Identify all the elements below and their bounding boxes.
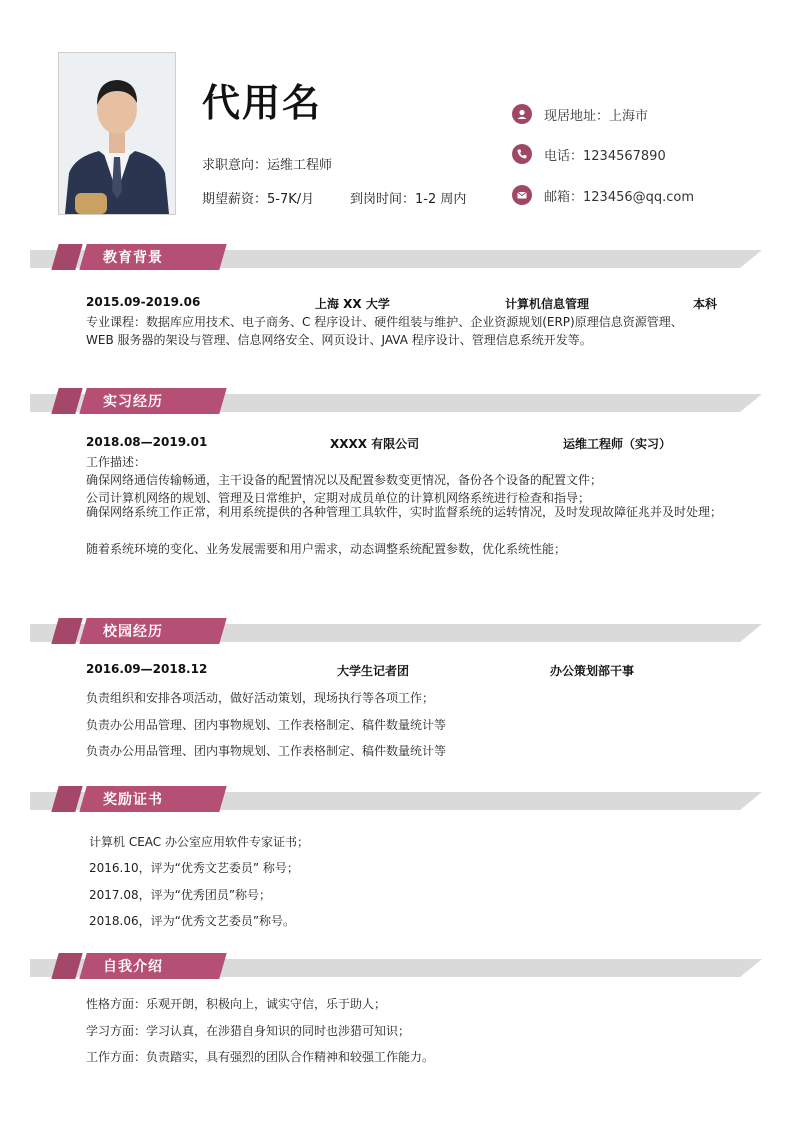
person-portrait-icon [59, 53, 175, 214]
education-major: 计算机信息管理 [505, 297, 590, 311]
campus-line: 负责组织和安排各项活动，做好活动策划，现场执行等各项工作； [86, 691, 435, 705]
award-line: 2018.06，评为“优秀文艺委员”称号。 [89, 914, 296, 928]
education-degree: 本科 [693, 297, 718, 311]
education-courses-line: 专业课程：数据库应用技术、电子商务、C 程序设计、硬件组装与维护、企业资源规划(ERP)原理信息资源管理、 [86, 315, 683, 329]
address-text: 现居地址：上海市 [544, 108, 649, 124]
internship-role: 运维工程师（实习） [563, 437, 672, 451]
education-courses-line: WEB 服务器的架设与管理、信息网络安全、网页设计、JAVA 程序设计、管理信息系统开发等。 [86, 333, 592, 347]
location-icon [512, 104, 532, 124]
internship-line: 确保网络系统工作正常，利用系统提供的各种管理工具软件，实时监督系统的运转情况，及时发现故障征兆并及时处理； [86, 505, 723, 519]
internship-period: 2018.08—2019.01 [86, 435, 208, 449]
section-header-awards [30, 783, 762, 815]
mail-icon [512, 185, 532, 205]
award-line: 2017.08，评为“优秀团员”称号； [89, 888, 272, 902]
self-line: 学习方面：学习认真，在涉猎自身知识的同时也涉猎可知识； [86, 1024, 411, 1038]
email-text: 邮箱：123456@qq.com [544, 189, 695, 205]
section-header-internship [30, 385, 762, 417]
section-header-education [30, 241, 762, 273]
internship-line: 公司计算机网络的规划、管理及日常维护，定期对成员单位的计算机网络系统进行检查和指导； [86, 491, 591, 505]
section-title: 奖励证书 [103, 792, 163, 808]
candidate-name: 代用名 [202, 81, 323, 125]
contact-email [512, 185, 694, 205]
campus-line: 负责办公用品管理、团内事物规划、工作表格制定、稿件数量统计等 [86, 744, 447, 758]
internship-line: 确保网络通信传输畅通，主干设备的配置情况以及配置参数变更情况，备份各个设备的配置文件； [86, 473, 603, 487]
contact-phone [512, 144, 666, 164]
campus-org: 大学生记者团 [337, 664, 410, 678]
award-line: 计算机 CEAC 办公室应用软件专家证书； [89, 835, 309, 849]
section-title: 校园经历 [103, 624, 163, 640]
profile-photo [58, 52, 176, 215]
expected-salary: 期望薪资：5-7K/月 [202, 192, 315, 207]
self-line: 工作方面：负责踏实，具有强烈的团队合作精神和较强工作能力。 [86, 1050, 435, 1064]
campus-role: 办公策划部干事 [550, 664, 635, 678]
campus-line: 负责办公用品管理、团内事物规划、工作表格制定、稿件数量统计等 [86, 718, 447, 732]
internship-line: 工作描述： [86, 455, 147, 469]
job-intent: 求职意向：运维工程师 [202, 158, 333, 173]
self-line: 性格方面：乐观开朗，积极向上，诚实守信，乐于助人； [86, 997, 387, 1011]
education-school: 上海 XX 大学 [315, 297, 390, 311]
phone-icon [512, 144, 532, 164]
education-period: 2015.09-2019.06 [86, 295, 201, 309]
section-header-campus [30, 615, 762, 647]
internship-company: XXXX 有限公司 [330, 437, 420, 451]
arrival-time: 到岗时间：1-2 周内 [350, 192, 467, 207]
contact-address [512, 104, 648, 124]
internship-line: 随着系统环境的变化、业务发展需要和用户需求，动态调整系统配置参数，优化系统性能； [86, 542, 567, 556]
phone-text: 电话：1234567890 [544, 148, 666, 164]
section-title: 实习经历 [103, 394, 163, 410]
section-header-self [30, 950, 762, 982]
award-line: 2016.10，评为“优秀文艺委员” 称号； [89, 861, 299, 875]
campus-period: 2016.09—2018.12 [86, 662, 208, 676]
section-title: 自我介绍 [103, 959, 163, 975]
section-title: 教育背景 [103, 250, 163, 266]
